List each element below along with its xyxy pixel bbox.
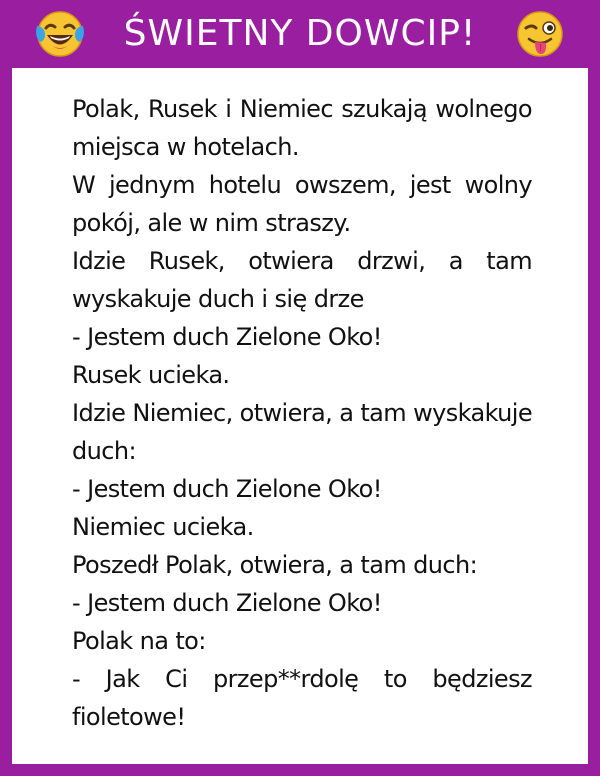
joke-line: - Jestem duch Zielone Oko!: [72, 475, 382, 503]
joke-line: Idzie Niemiec, otwiera, a tam wyskakuje duch:: [72, 399, 532, 465]
joke-line: Rusek ucieka.: [72, 361, 230, 389]
joke-line: Poszedł Polak, otwiera, a tam duch:: [72, 551, 478, 579]
joke-line: Niemiec ucieka.: [72, 513, 254, 541]
header-bar: [12, 0, 588, 68]
joke-line: - Jak Ci przep**rdolę to będziesz fioletowe!: [72, 665, 532, 731]
joke-line: Idzie Rusek, otwiera drzwi, a tam wyskakuje duch i się drze: [72, 247, 532, 313]
joke-line: Polak na to:: [72, 627, 206, 655]
laughing-tears-emoji-icon: [34, 8, 86, 60]
joke-line: - Jestem duch Zielone Oko!: [72, 589, 382, 617]
winking-tongue-emoji-icon: [514, 8, 566, 60]
joke-line: Polak, Rusek i Niemiec szukają wolnego miejsca w hotelach.: [72, 95, 532, 161]
joke-text-panel: [12, 68, 588, 764]
page-title: ŚWIETNY DOWCIP!: [123, 13, 477, 54]
joke-line: - Jestem duch Zielone Oko!: [72, 323, 382, 351]
joke-line: W jednym hotelu owszem, jest wolny pokój, ale w nim straszy.: [72, 171, 532, 237]
